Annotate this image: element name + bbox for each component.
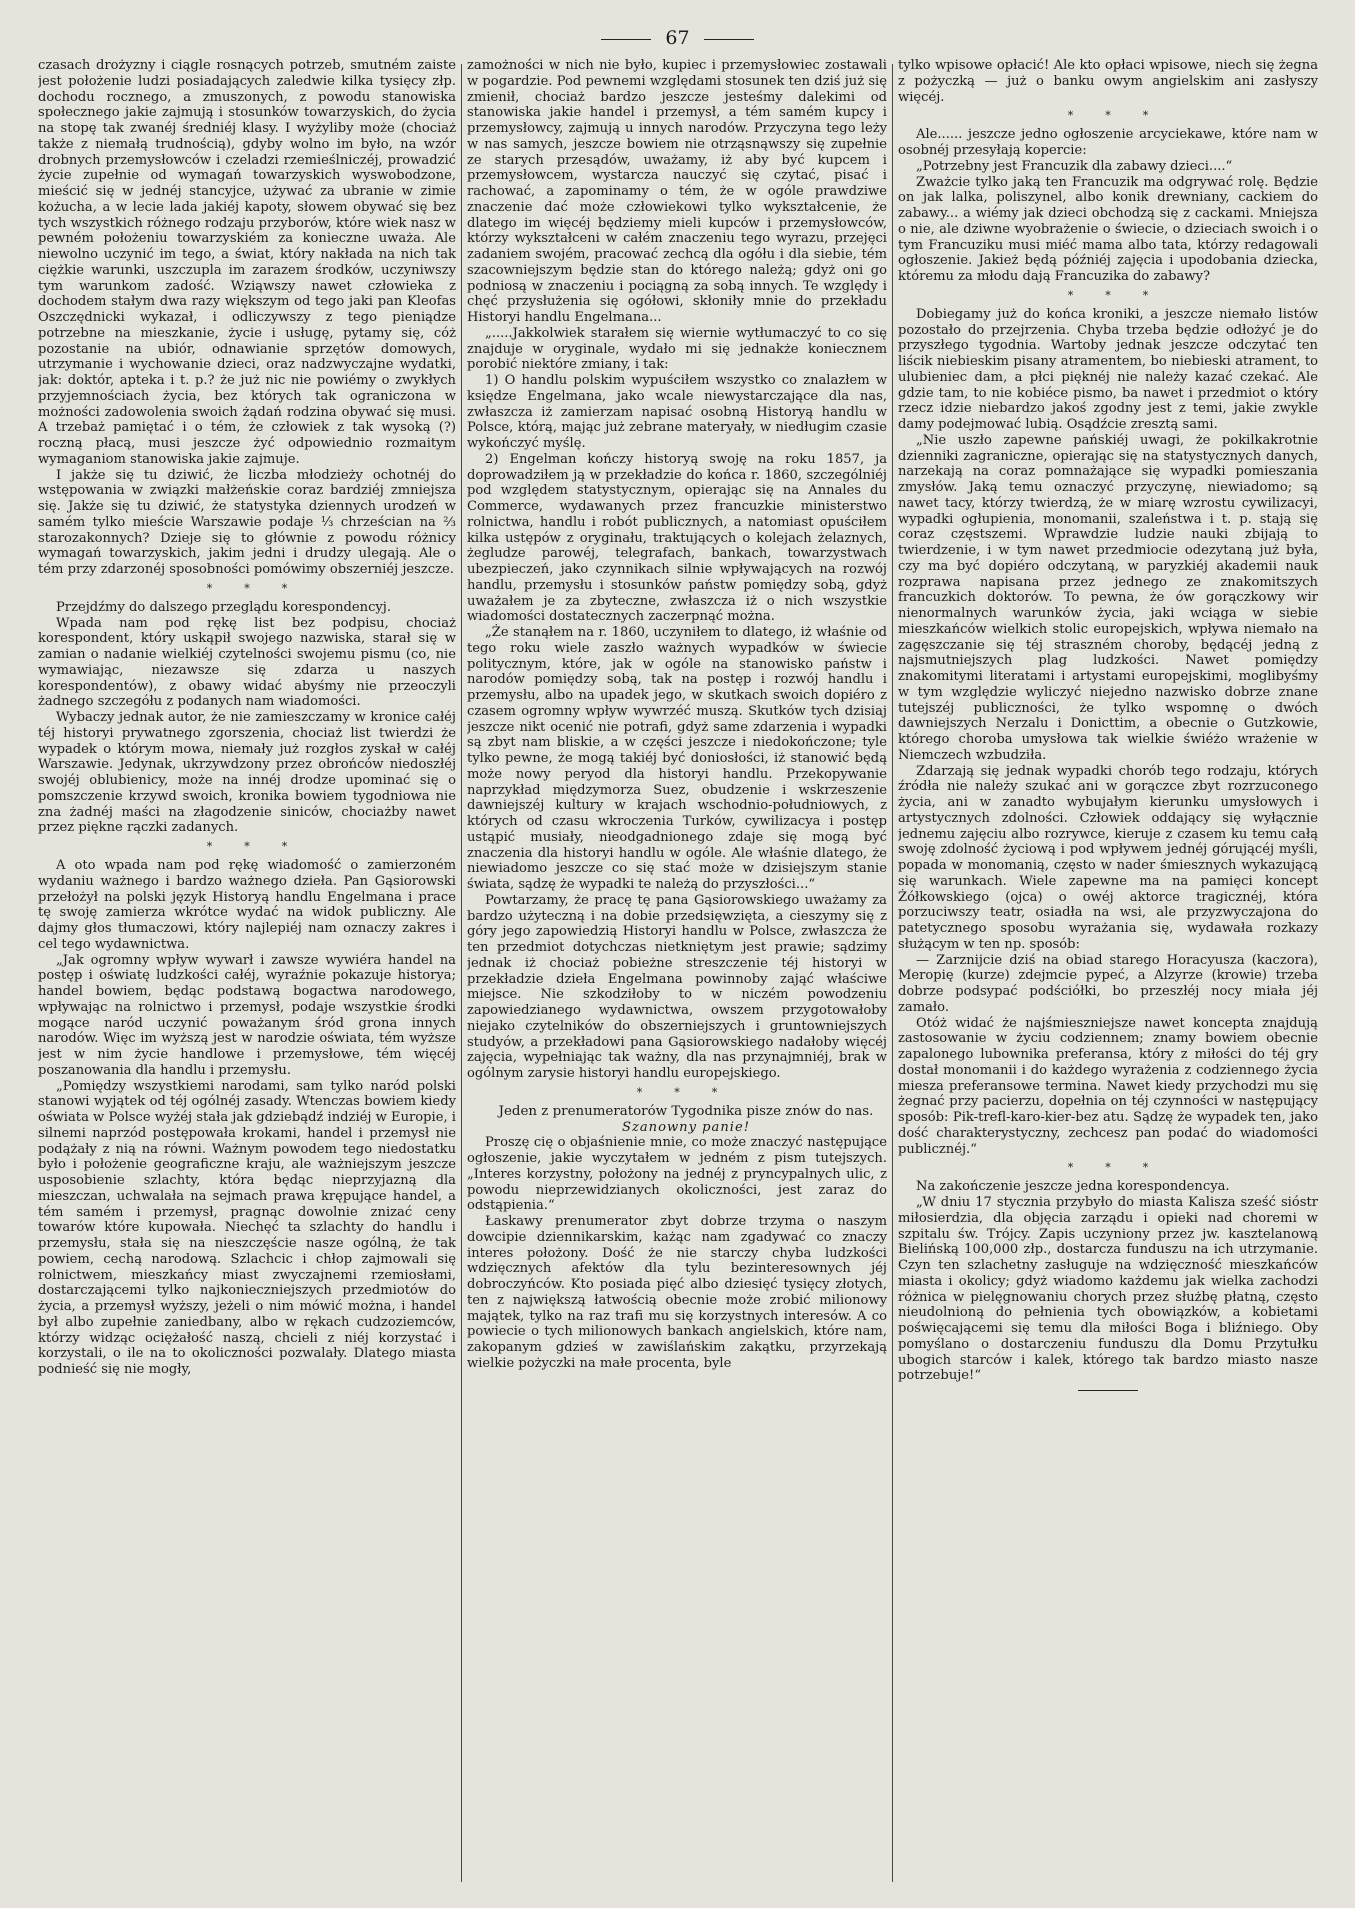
paragraph: Powtarzamy, że pracę tę pana Gąsiorowskiego uważamy za bardzo użyteczną i na dobie przedsięwzięta, a cieszymy się z góry jego zapowiedzią Historyi handlu w Polsce, zwłaszcza że ten przedmiot dotychczas nietkniętym jest prawie; sądzimy jednak iż chociaż pobieżne streszczenie téj historyi w przekładzie dzieła Engelmana powinnoby zająć właściwe miejsce. Nie szkodziłoby to w niczém powodzeniu zapowiedzianego wydawnictwa, owszem przygotowałoby niejako czytelników do obszerniejszych i gruntowniejszych studyów, a przekładowi pana Gąsiorowskiego nadałoby więcéj zajęcia, wypełniając tak ważny, dla nas przynajmniéj, brak w ogólnym zarysie historyi handlu europejskiego. — [467, 892, 887, 1081]
section-separator: *** — [1067, 288, 1181, 302]
paragraph: „Potrzebny jest Francuzik dla zabawy dzieci....“ — [916, 158, 1233, 174]
paragraph: — Zarznijcie dziś na obiad starego Horacyusza (kaczora), Meropię (kurze) zdejmcie pypeć, a Alzyrze (krowie) trzeba dobrze podsypać podściółki, bo przeszłéj nocy miała jéj zamało. — [898, 952, 1318, 1015]
paragraph: zamożności w nich nie było, kupiec i przemysłowiec zostawali w pogardzie. Pod pewnemi względami stosunek ten dziś już się zmienił, chociaż bardzo jeszcze jesteśmy dalekimi od stanowiska jakie handel i przemysł, a tém samém kupcy i przemysłowcy, zajmują u innych narodów. Przyczyna tego leży w nas samych, jeszcze bowiem nie otrząsnąwszy się zupełnie ze starych przesądów, uważamy, iż aby być kupcem i przemysłowcem, wystarcza nauczyć się czytać, pisać i rachować, a zapominamy o tém, że w ogóle prawdziwe znaczenie dać może człowiekowi tylko wykształcenie, że dlatego im więcéj będziemy mieli kupców i przemysłowców, którzy wykształceni w całém znaczeniu tego wyrazu, przejęci zadaniem swojém, pracować zechcą dla ogółu i dla siebie, tém szacowniejszym będzie stan do którego należą; gdyż oni go podniosą w znaczeniu i pociągną za sobą innych. Te względy i chęć przysłużenia się ogółowi, skłoniły mnie do przekładu Historyi handlu Engelmana... — [467, 58, 887, 325]
paragraph: Wybaczy jednak autor, że nie zamieszczamy w kronice całéj téj historyi prywatnego zgorszenia, chociaż list twierdzi że wypadek o którym mowa, niemały już rozgłos zyskał w całéj Warszawie. Jedynak, ukrzywdzony przez obrońców niedoszłéj swojéj oblubienicy, może na innéj drodze upominać się o pomszczenie krzywd swoich, kronika bowiem tygodniowa nie zna żadnéj maści na złagodzenie siniców, chociażby nawet przez piękne rączki zadanych. — [38, 710, 456, 836]
paragraph: czasach drożyzny i ciągle rosnących potrzeb, smutném zaiste jest położenie ludzi posiadających zaledwie kilka tysięcy złp. dochodu rocznego, a zmuszonych, z powodu stanowiska społecznego jakie zajmują i stosunków towarzyskich, do życia na stopę tak zwanéj średniéj klasy. I wyżyliby może (chociaż także z niemałą trudnością), gdyby wolno im było, na wzór drobnych przemysłowców i czeladzi rzemieślniczéj, prowadzić życie zupełnie od wymagań towarzyskich wyswobodzone, mieścić się w jednéj stancyjce, używać za ubranie w zimie kożucha, a w lecie lada jakiéj kapoty, słowem obywać się bez tych wszystkich różnego rodzaju przyborów, które wiek nasz w pewném położeniu towarzyskiém za konieczne uważa. Ale niewolno uczynić im tego, a świat, który nakłada na nich tak ciężkie warunki, uszczupla im zarazem środków, uczyniwszy tym warunkom zadość. Wziąwszy nawet człowieka z dochodem stałym dwa razy większym od tego jaki pan Kleofas Oszczędnicki wykazał, i odliczywszy z tego pieniądze potrzebne na mieszkanie, życie i usługę, pytamy się, cóż pozostanie na ubiór, odnawianie sprzętów domowych, utrzymanie i wychowanie dzieci, oraz nadzwyczajne wydatki, jak: doktór, apteka i t. p.? że już nic nie powiémy o zwykłych przyjemnościach życia, bez których tak ograniczona w możności zadowolenia swoich żądań rodzina obywać się musi. A trzebaż pamiętać i o tém, że człowiek z tak wysoką (?) roczną płacą, musi jeszcze żyć odpowiednio rozmaitym wymaganiom stanowiska jakie zajmuje. — [38, 58, 456, 467]
paragraph: Otóż widać że najśmieszniejsze nawet koncepta znajdują zastosowanie w życiu codziennem; znamy bowiem obecnie zapalonego lubownika preferansa, który z miłości do téj gry dostał monomanii i do każdego wyrażenia z codziennego życia miesza preferansowe termina. Nawet kiedy przychodzi mu się żegnać przy pacierzu, dopełnia on téj czynności w następujący sposób: Pik-trefl-karo-kier-bez atu. Sądzę że wypadek ten, jako dość charakterystyczny, zechcesz pan podać do wiadomości publicznéj.“ — [898, 1015, 1318, 1157]
paragraph: „.....Jakkolwiek starałem się wiernie wytłumaczyć to co się znajduje w oryginale, wydało mi się jednakże koniecznem porobić niektóre zmiany, i tak: — [467, 325, 887, 373]
section-separator: *** — [206, 581, 320, 595]
end-rule — [1078, 1390, 1138, 1391]
paragraph: 1) O handlu polskim wypuściłem wszystko co znalazłem w księdze Engelmana, jako wcale niewystarczające dla nas, zwłaszcza iż zamierzam napisać osobną Historyą handlu w Polsce, którą, mając już zebrane materyały, w niedługim czasie wykończyć myślę. — [467, 373, 887, 451]
paragraph: A oto wpada nam pod rękę wiadomość o zamierzoném wydaniu ważnego i bardzo ważnego dzieła. Pan Gąsiorowski przełożył na polski język Historyą handlu Engelmana i prace tę swoję zamierza wkrótce wydać na widok publiczny. Ale dajmy głos tłumaczowi, który najlepiéj nam oznaczy zakres i cel tego wydawnictwa. — [38, 858, 456, 952]
header-rule-left — [601, 39, 651, 40]
paragraph: 2) Engelman kończy historyą swoję na roku 1857, ja doprowadziłem ją w przekładzie do końca r. 1860, szczególniéj pod względem statystycznym, opierając się na Annales du Commerce, wydawanych przez francuzkie ministerstwo rolnictwa, handlu i robót publicznych, a natomiast opuściłem kilka ustępów z oryginału, traktujących o kolejach żelaznych, żegludze parowéj, telegrafach, bankach, towarzystwach ubezpieczeń, jako czynnikach silnie wpływających na rozwój handlu, przemysłu i stosunków państw pomiędzy sobą, gdyż uważałem je za zbyteczne, zwłaszcza iż o nich wszystkie wiadomości dostatecznych zaczerpnąć można. — [467, 451, 887, 625]
paragraph: Łaskawy prenumerator zbyt dobrze trzyma o naszym dowcipie dziennikarskim, każąc nam zgadywać co znaczy interes położony. Dość że nie starczy chyba ludzkości wdzięcznych afektów dla tylu bezinteresownych jéj dobroczyńców. Kto posiada pięć albo dziesięć tysięcy złotych, ten z największą łatwością obecnie może zrobić milionowy majątek, tylko na raz trafi mu się korzystnych interesów. A co powiecie o tych milionowych bankach angielskich, które nam, zakopanym gdzieś w zawiślańskim zakątku, przyrzekają wielkie pożyczki na małe procenta, byle — [467, 1214, 887, 1371]
paragraph: „Pomiędzy wszystkiemi narodami, sam tylko naród polski stanowi wyjątek od téj ogólnéj zasady. Wtenczas bowiem kiedy oświata w Polsce wyżéj stała jak gdziebądź indziéj w Europie, i silnemi naprzód postępowała krokami, handel i przemysł nie podążały z nią na równi. Ważnym powodem tego niedostatku było i położenie geograficzne kraju, ale ważniejszym jeszcze usposobienie szlachty, która będąc nieprzyjazną dla mieszczan, uchwalała na sejmach prawa krępujące handel, a tém samém i przemysł, pragnąc dowolnie znizać ceny towarów które kupowała. Niechęć ta szlachty do handlu i przemysłu, stała się na nieszczęście nasze ogólną, że tak powiem, cechą narodową. Szlachcic i chłop zajmowali się rolnictwem, mieszkańcy miast zwyczajnemi rzemiosłami, dostarczającemi tylko najkonieczniejszych przedmiotów do życia, a przemysł wyższy, jeżeli o nim mówić można, i handel był albo zupełnie zaniedbany, albo w rękach cudzoziemców, którzy widząc ociężałość naszą, chcieli z niéj korzystać i korzystali, o ile na to okoliczności pozwalały. Dlatego miasta podnieść się nie mogły, — [38, 1078, 456, 1377]
paragraph: tylko wpisowe opłacić! Ale kto opłaci wpisowe, niech się żegna z pożyczką — już o banku owym angielskim ani zasłyszy więcéj. — [898, 58, 1318, 105]
paragraph: „Że stanąłem na r. 1860, uczyniłem to dlatego, iż właśnie od tego roku wiele zaszło ważnych wypadków w świecie politycznym, które, jak w ogóle na stanowisko państw i narodów pomiędzy sobą, tak na postęp i rozwój handlu i przemysłu, albo na upadek jego, w skutkach swoich dopiéro z czasem ogromny wpływ wywrzéć muszą. Skutków tych dzisiaj jeszcze nikt ocenić nie potrafi, gdyż same zdarzenia i wypadki są zbyt nam bliskie, a w części jeszcze i niedokończone; tyle tylko pewne, że mogą takiéj być doniosłości, iż stanowić będą może nowy peryod dla historyi handlu. Przekopywanie naprzykład międzymorza Suez, obudzenie i wskrzeszenie dawniejszéj kultury w krajach wschodnio-południowych, z których od czasu wkroczenia Turków, cywilizacya i postęp ustąpić musiały, nieodgadnionego zdaje się mogą być znaczenia dla historyi handlu w ogóle. Ale właśnie dlatego, że niewiadomo jeszcze co się stać może w dzisiejszym stanie świata, sądzę że wypadki te należą do przyszłości...“ — [467, 625, 887, 892]
paragraph: Zważcie tylko jaką ten Francuzik ma odgrywać rolę. Będzie on jak lalka, poliszynel, albo konik drewniany, cackiem do zabawy... a wiémy jak dzieci obchodzą się z cackami. Mniejsza o nie, ale dziwne wyobrażenie o świecie, o dzieciach swoich i o tym Francuziku musi miéć mama albo tata, którzy redagowali ogłoszenie. Jakież będą późniéj zajęcia i upodobania dziecka, któremu za młodu dają Francuzika do zabawy? — [898, 174, 1318, 284]
paragraph: Ale...... jeszcze jedno ogłoszenie arcyciekawe, które nam w osobnéj przesyłają kopercie: — [898, 127, 1318, 158]
paragraph: I jakże się tu dziwić, że liczba młodzieży ochotnéj do wstępowania w związki małżeńskie coraz bardziéj zmniejsza się. Jakże się tu dziwić, że statystyka dziennych urodzeń w samém tylko mieście Warszawie podaje ⅓ chrześcian na ⅔ starozakonnych? Dzieje się to głównie z powodu różnicy wymagań towarzyskich, jakim jedni i drudzy ulegają. Ale o tém przy zdarzonéj sposobności pomówimy obszerniéj jeszcze. — [38, 467, 456, 577]
text-column-2 — [467, 58, 887, 1900]
letter-salutation: Szanowny panie! — [621, 1119, 750, 1135]
paragraph: „W dniu 17 stycznia przybyło do miasta Kalisza sześć sióstr miłosierdzia, dla objęcia zarządu i opieki nad choremi w szpitalu św. Trójcy. Zapis uczyniony przez jw. kasztelanową Bielińską 100,000 złp., dostarcza funduszu na ich utrzymanie. Czyn ten szlachetny zasługuje na wdzięczność mieszkańców miasta i okolicy; gdyż wiadomo każdemu jak wielka zachodzi różnica w pielęgnowaniu chorych przez służbę płatną, często nieudolnioną do pełnienia tych obowiązków, a kobietami poświęcającemi się temu dla miłości Boga i bliźniego. Oby pomyślano o dostarczeniu funduszu dla Domu Przytułku ubogich starców i kalek, którego tak bardzo miasto nasze potrzebuje!“ — [898, 1195, 1318, 1384]
section-separator: *** — [1067, 1161, 1181, 1175]
column-divider — [892, 64, 893, 1882]
page-number: 67 — [665, 27, 690, 49]
text-column-1 — [38, 58, 456, 1900]
section-separator: *** — [206, 840, 320, 853]
header-rule-right — [704, 39, 754, 40]
paragraph: Dobiegamy już do końca kroniki, a jeszcze niemało listów pozostało do przejrzenia. Chyba trzeba będzie odłożyć je do przyszłego tygodnia. Wartoby jednak jeszcze odczytać ten liścik niebieskim pisany atramentem, bo niebieski atrament, to ulubieniec dam, a płci pięknéj nie należy kazać czekać. Ale gdzie tam, to nie kobiéce pismo, ba nawet i przedmiot o który rzecz idzie niebardzo jakoś zgodny jest z temi, jakie zwykle damy podejmować lubią. Osądźcie zresztą sami. — [898, 306, 1318, 432]
section-separator: *** — [1067, 109, 1181, 123]
paragraph: Na zakończenie jeszcze jedna korespondencya. — [916, 1179, 1230, 1195]
paragraph: Przejdźmy do dalszego przeglądu korespondencyj. — [56, 599, 392, 615]
paragraph: Zdarzają się jednak wypadki chorób tego rodzaju, których źródła nie należy szukać ani w gorączce zbyt rozrzuconego życia, ani w zanadto wybujałym kierunku umysłowych i artystycznych zdolności. Człowiek oddający się wyłącznie jednemu zajęciu albo rozrywce, kieruje z czasem ku temu całą swoję zdolność życiową i pod wpływem jednéj górującéj myśli, popada w monomanią, często w nader śmiesznych wykazującą się warunkach. Wiele zapewne ma na pamięci koncept Żółkowskiego (ojca) o owéj aktorce tragicznéj, która porzuciwszy teatr, osiadła na wsi, ale przyzwyczajona do patetycznego sposobu wyrażania się, wydawała rozkazy służącym w ten np. sposób: — [898, 763, 1318, 952]
text-column-3 — [898, 58, 1318, 1900]
paragraph: Wpada nam pod rękę list bez podpisu, chociaż korespondent, który uskąpił swojego nazwiska, starał się w zamian o nadanie wielkiéj czytelności swojemu pismu (co, nie wymawiając, niezawsze się zdarza u naszych korespondentów), z obawy widać abyśmy nie przeoczyli żadnego szczegółu z podanych nam wiadomości. — [38, 615, 456, 710]
page-header — [0, 22, 1355, 54]
letter-heading: Jeden z prenumeratorów Tygodnika pisze znów do nas. — [498, 1103, 874, 1119]
section-separator: *** — [636, 1085, 750, 1099]
paragraph: Proszę cię o objaśnienie mnie, co może znaczyć następujące ogłoszenie, jakie wyczytałem w jedném z pism tutejszych. „Interes korzystny, położony na jednéj z pryncypalnych ulic, z powodu nieprzewidzianych okoliczności, jest zaraz do odstąpienia.“ — [467, 1135, 887, 1214]
paragraph: „Jak ogromny wpływ wywarł i zawsze wywiéra handel na postęp i oświatę ludzkości całéj, wyraźnie pokazuje historya; handel bowiem, będąc podstawą bogactwa narodowego, wpływając na rolnictwo i przemysł, podaje wszystkie środki mogące naród uczynić poważanym śród grona innych narodów. Więc im wyższą jest w narodzie oświata, tém wyższe jest w nim życie handlowe i przemysłowe, tém więcéj poszanowania dla handlu i przemysłu. — [38, 952, 456, 1078]
column-divider — [461, 64, 462, 1882]
paragraph: „Nie uszło zapewne pańskiéj uwagi, że pokilkakrotnie dzienniki zagraniczne, opierając się na statystycznych danych, narzekają na coraz pomnażające się wypadki pomieszania zmysłów. Jaką temu oznaczyć przyczynę, niewiadomo; są nawet tacy, którzy twierdzą, że w miarę wzrostu cywilizacyi, wypadki ogłupienia, monomanii, szaleństwa i t. p. stają się coraz częstszemi. Wprawdzie ludzie nauki zbijają to twierdzenie, i w tym nawet przedmiocie odezytaną już była, czy ma być dopiéro odczytaną, w paryzkiéj akademii nauk rozprawa napisana przez jednego ze znakomitszych francuzkich doktorów. To pewna, że ów gorączkowy wir nienormalnych warunków życia, jaki wciąga w siebie mieszkańców wielkich stolic europejskich, wpływa niemało na zagęszczanie się téj straszném choroby, będącéj jedną z najsmutniejszych plag ludzkości. Nawet pomiędzy znakomitymi literatami i artystami europejskimi, moglibyśmy w tym względzie wyliczyć niejedno nazwisko dobrze znane tutejszéj publiczności, że tylko wspomnę o dwóch dawniejszych Nerzalu i Donicttim, a obecnie o Gutzkowie, którego choroba umysłowa tak wielkie świéżo wrażenie w Niemczech wzbudziła. — [898, 432, 1318, 763]
